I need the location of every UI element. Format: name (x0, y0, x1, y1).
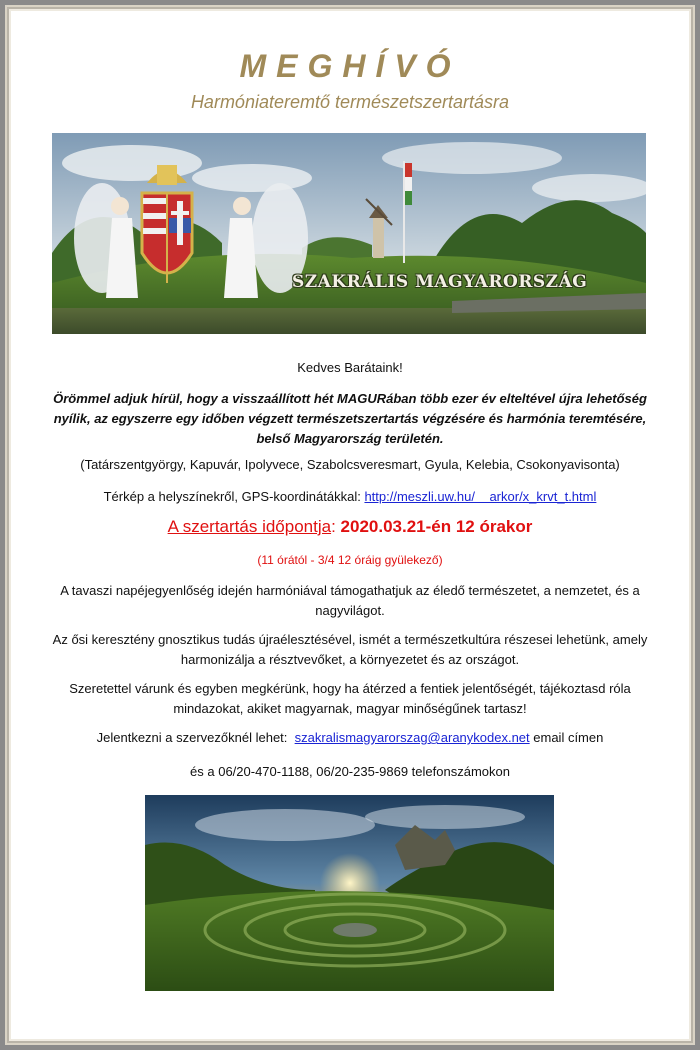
date-label: A szertartás időpontja (167, 517, 332, 536)
date-value: 2020.03.21-én 12 órakor (340, 517, 533, 536)
gathering-time: (11 órától - 3/4 12 óráig gyülekező) (257, 553, 443, 567)
banner-image (52, 133, 646, 334)
page-title: MEGHÍVÓ (239, 48, 461, 84)
contact-line (40, 728, 660, 748)
banner-title: SZAKRÁLIS MAGYARORSZÁG (292, 272, 588, 292)
landscape-photo (145, 795, 554, 991)
intro-paragraph: Örömmel adjuk hírül, hogy a visszaállított hét MAGURában több ezer év elteltével újra lehetőség nyílik, az egyszerre egy időben végzett természetszertartás végzésére és harmónia teremtésére, belső Magyarország területén. (53, 391, 647, 446)
paragraph-gnostic: Az ősi keresztény gnosztikus tudás újraélesztésével, ismét a természetkultúra részesei lehetünk, amely harmonizálja a résztvevőket, a környezetet és az országot. (52, 632, 648, 667)
locations-list: (Tatárszentgyörgy, Kapuvár, Ipolyvece, Szabolcsveresmart, Gyula, Kelebia, Csokonyavisonta) (80, 457, 620, 472)
map-label: Térkép a helyszínekről, GPS-koordinátákkal: (103, 489, 365, 504)
phone-numbers: és a 06/20-470-1188, 06/20-235-9869 telefonszámokon (190, 764, 510, 779)
greeting: Kedves Barátaink! (297, 360, 403, 375)
paragraph-equinox: A tavaszi napéjegyenlőség idején harmóniával támogathatjuk az éledő természetet, a nemzetet, és a nagyvilágot. (60, 583, 640, 618)
date-colon: : (331, 517, 341, 536)
paragraph-invitation: Szeretettel várunk és egyben megkérünk, hogy ha átérzed a fentiek jelentőségét, tájékoztasd róla mindazokat, akiket magyarnak, magyar minőségűnek tartasz! (69, 681, 631, 716)
contact-email-link[interactable]: szakralismagyarorszag@aranykodex.net (294, 730, 530, 745)
contact-suffix: email címen (529, 730, 604, 745)
contact-label: Jelentkezni a szervezőknél lehet: (96, 730, 295, 745)
map-link[interactable]: http://meszli.uw.hu/ arkor/x_krvt_t.html (364, 489, 597, 504)
ceremony-date (40, 517, 660, 537)
page-subtitle: Harmóniateremtő természetszertartásra (190, 92, 510, 112)
map-line (40, 487, 660, 507)
